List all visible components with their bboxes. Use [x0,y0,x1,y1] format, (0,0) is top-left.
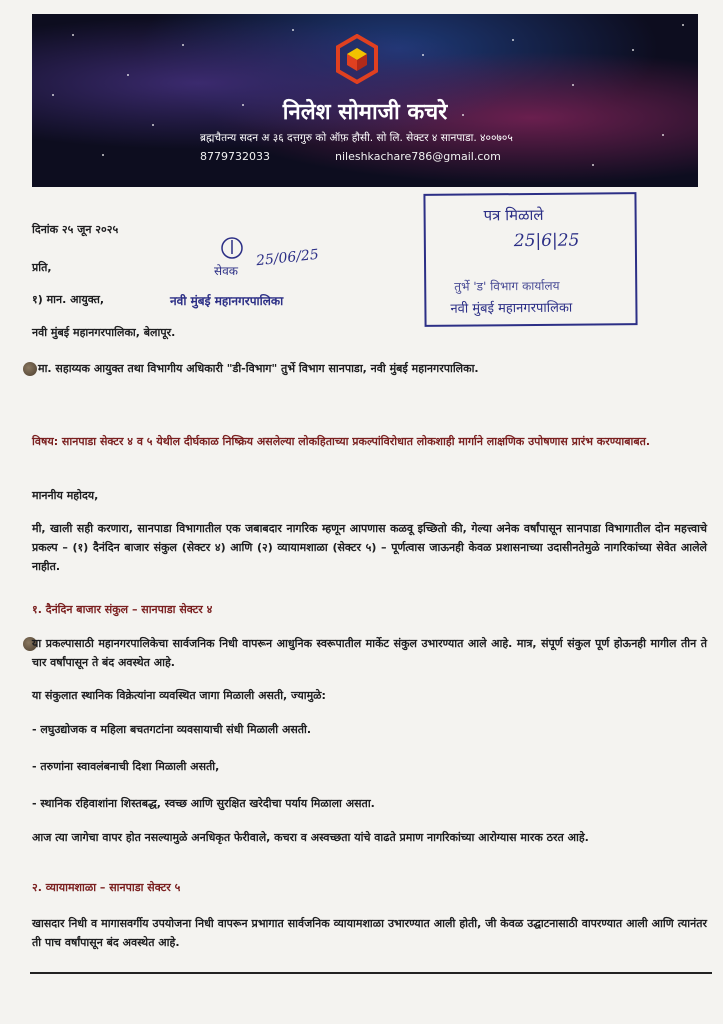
bullet-3: - स्थानिक रहिवाशांना शिस्तबद्ध, स्वच्छ आणि सुरक्षित खरेदीचा पर्याय मिळाला असता. [32,797,375,810]
ack-stamp-text: नवी मुंबई महानगरपालिका [170,294,284,308]
letterhead-phone: 8779732033 [200,150,270,163]
letterhead-name: निलेश सोमाजी कचरे [282,100,448,125]
letterhead-banner [32,14,698,187]
salutation-to: प्रति, [32,261,52,274]
bullet-2: - तरुणांना स्वावलंबनाची दिशा मिळाली असती, [32,760,220,773]
stamp-title: पत्र मिळाले [483,205,544,225]
punch-hole-icon [23,362,37,376]
ack-handwritten-date: 25/06/25 [255,246,320,270]
section-2-heading: २. व्यायामशाळा – सानपाडा सेक्टर ५ [32,881,181,894]
recipient-2: मा. सहाय्यक आयुक्त तथा विभागीय अधिकारी "डी-विभाग" तुर्भे विभाग सानपाडा, नवी मुंबई महानगरपालिका. [38,362,479,375]
section-2-paragraph: खासदार निधी व मागासवर्गीय उपयोजना निधी वापरून प्रभागात सार्वजनिक व्यायामशाळा उभारण्यात आली होती, जी केवळ उद्घाटनासाठी वापरण्यात आली आणि त्यानंतर ती पाच वर्षांपासून बंद अवस्थेत आहे. [32,917,707,949]
recipient-1-org: नवी मुंबई महानगरपालिका, बेलापूर. [32,326,176,339]
recipient-1: १) मान. आयुक्त, [32,293,105,306]
section-1-heading: १. दैनंदिन बाजार संकुल – सानपाडा सेक्टर ४ [32,603,213,616]
ack-handwritten-note: सेवक [214,264,239,278]
intro-paragraph: मी, खाली सही करणारा, सानपाडा विभागातील एक जबाबदार नागरिक म्हणून आपणास कळवू इच्छितो की, गेल्या अनेक वर्षांपासून सानपाडा विभागातील दोन महत्त्वाचे प्रकल्प – (१) दैनंदिन बाजार संकुल (सेक्टर ४) आणि (२) व्यायामशाळा (सेक्टर ५) – पूर्णत्वास जाऊनही केवळ प्रशासनाच्या उदासीनतेमुळे नागरिकांच्या सेवेत आलेले नाहीत. [32,522,707,573]
greeting: माननीय महोदय, [32,489,99,502]
subject-line: विषय: सानपाडा सेक्टर ४ व ५ येथील दीर्घकाळ निष्क्रिय असलेल्या लोकहिताच्या प्रकल्पांविरोधात लोकशाही मार्गाने लाक्षणिक उपोषणास प्रारंभ करण्याबाबत. [32,435,651,448]
section-1-lead: या संकुलात स्थानिक विक्रेत्यांना व्यवस्थित जागा मिळाली असती, ज्यामुळे: [32,689,326,702]
signature-scribble-icon [218,234,246,262]
received-stamp [423,192,637,327]
letterhead-email: nileshkachare786@gmail.com [335,150,501,163]
stamp-office-line-2: नवी मुंबई महानगरपालिका [450,300,573,317]
letterhead-address: ब्रह्मचैतन्य सदन अ ३६ दत्तगुरु को ऑफ़ हौसी. सो लि. सेक्टर ४ सानपाडा. ४००७०५ [200,132,513,144]
stamp-office-line-1: तुर्भे 'ड' विभाग कार्यालय [454,278,560,294]
hexagon-cube-logo-icon [335,34,379,84]
section-1-closing: आज त्या जागेचा वापर होत नसल्यामुळे अनधिकृत फेरीवाले, कचरा व अस्वच्छता यांचे वाढते प्रमाण नागरिकांच्या आरोग्यास मारक ठरत आहे. [32,831,589,844]
bullet-1: - लघुउद्योजक व महिला बचतगटांना व्यवसायाची संधी मिळाली असती. [32,723,312,736]
stamp-handwritten-date: 25|6|25 [513,230,580,252]
page-footer-rule [30,972,712,974]
letter-date: दिनांक २५ जून २०२५ [32,223,119,236]
section-1-paragraph: या प्रकल्पासाठी महानगरपालिकेचा सार्वजनिक निधी वापरून आधुनिक स्वरूपातील मार्केट संकुल उभारण्यात आले आहे. मात्र, संपूर्ण संकुल पूर्ण होऊनही मागील तीन ते चार वर्षांपासून ते बंद अवस्थेत आहे. [32,637,707,669]
